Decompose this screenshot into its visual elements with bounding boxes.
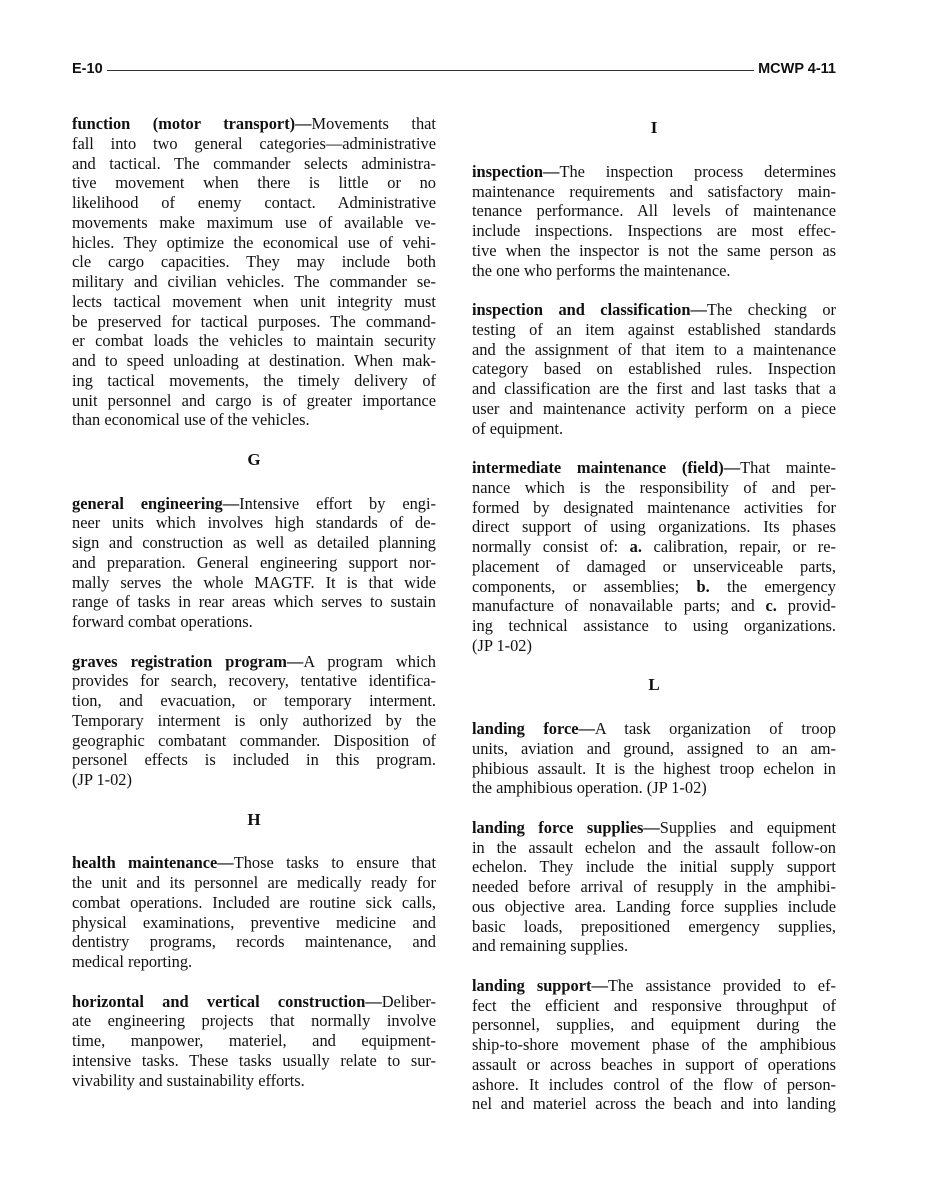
entry-line bbox=[472, 300, 836, 320]
entry-line bbox=[472, 498, 836, 518]
entry-line bbox=[472, 818, 836, 838]
definition-text: and the assignment of that item to a maintenance bbox=[472, 339, 836, 359]
definition-text: unit personnel and cargo is of greater importance bbox=[72, 390, 436, 410]
entry-line bbox=[472, 719, 836, 739]
entry-line bbox=[72, 893, 436, 913]
definition-text: tion, and evacuation, or temporary interment. bbox=[72, 691, 436, 710]
definition-text: placement of damaged or unserviceable parts, bbox=[472, 556, 836, 576]
entry-line bbox=[472, 359, 836, 379]
entry-line bbox=[72, 173, 436, 193]
definition-text: likelihood of enemy contact. Administrative bbox=[72, 193, 436, 212]
entry-line bbox=[72, 731, 436, 751]
entry-line bbox=[472, 320, 836, 340]
definition-text: provid- bbox=[776, 596, 836, 616]
definition-text: medical reporting. bbox=[72, 952, 193, 971]
definition-text: The inspection process determines bbox=[559, 161, 836, 181]
glossary-term: inspection and classification— bbox=[472, 300, 707, 319]
glossary-entry bbox=[72, 853, 436, 972]
definition-text: Supplies and equipment bbox=[659, 817, 836, 837]
definition-text: hicles. They optimize the economical use of vehi- bbox=[72, 232, 436, 252]
entry-line bbox=[472, 616, 836, 636]
entry-line bbox=[472, 201, 836, 221]
entry-line bbox=[472, 877, 836, 897]
definition-text: neer units which involves high standards of de- bbox=[72, 513, 436, 533]
entry-line bbox=[72, 154, 436, 174]
entry-line bbox=[472, 759, 836, 779]
definition-text: category based on established rules. Inspection bbox=[472, 359, 836, 379]
definition-text: the amphibious operation. (JP 1-02) bbox=[472, 778, 707, 798]
definition-text: cle cargo capacities. They may include both bbox=[72, 252, 436, 272]
definition-text: A program which bbox=[303, 651, 436, 671]
definition-text: lects tactical movement when unit integrity must bbox=[72, 291, 436, 311]
entry-line bbox=[72, 553, 436, 573]
entry-line bbox=[72, 671, 436, 691]
definition-text: Intensive effort by engi- bbox=[239, 493, 436, 513]
definition-text: and to speed unloading at destination. When mak- bbox=[72, 351, 436, 370]
definition-text: geographic combatant commander. Disposition of bbox=[72, 730, 436, 750]
definition-text: ing technical assistance to using organizations. bbox=[472, 616, 836, 635]
glossary-term: intermediate maintenance (field)— bbox=[472, 458, 741, 477]
glossary-term: inspection— bbox=[472, 161, 560, 181]
entry-line bbox=[72, 1011, 436, 1031]
definition-text: forward combat operations. bbox=[72, 612, 253, 631]
entry-line bbox=[72, 652, 436, 672]
left-column bbox=[72, 114, 436, 1110]
entry-line bbox=[72, 193, 436, 213]
section-letter-heading: G bbox=[247, 449, 261, 469]
entry-line bbox=[72, 494, 436, 514]
entry-line bbox=[72, 750, 436, 770]
entry-line bbox=[72, 691, 436, 711]
definition-text: than economical use of the vehicles. bbox=[72, 410, 310, 430]
glossary-term: function (motor transport)— bbox=[72, 114, 312, 133]
entry-line bbox=[472, 1075, 836, 1095]
entry-line bbox=[72, 391, 436, 411]
definition-text: of equipment. bbox=[472, 418, 564, 438]
enumeration-label: a. bbox=[629, 537, 642, 556]
definition-text: and classification are the first and last tasks that a bbox=[472, 379, 836, 398]
definition-text: nel and materiel across the beach and into landing bbox=[472, 1094, 836, 1114]
entry-line bbox=[72, 331, 436, 351]
definition-text: provides for search, recovery, tentative identifica- bbox=[72, 671, 436, 691]
definition-text: and tactical. The commander selects administra- bbox=[72, 153, 436, 173]
entry-line bbox=[72, 272, 436, 292]
entry-line bbox=[472, 182, 836, 202]
entry-line bbox=[472, 936, 836, 956]
glossary-entry bbox=[472, 162, 836, 281]
glossary-entry bbox=[72, 114, 436, 430]
entry-line bbox=[472, 596, 836, 616]
entry-line bbox=[72, 1051, 436, 1071]
entry-line bbox=[472, 636, 836, 656]
definition-text: ship-to-shore movement phase of the amphibious bbox=[472, 1035, 836, 1054]
definition-text: tive when the inspector is not the same person as bbox=[472, 240, 836, 260]
definition-text: ashore. It includes control of the flow of person- bbox=[472, 1074, 836, 1094]
glossary-entry bbox=[472, 719, 836, 798]
definition-text: Deliber- bbox=[381, 991, 436, 1011]
definition-text: nance which is the responsibility of and per- bbox=[472, 477, 836, 497]
entry-line bbox=[472, 838, 836, 858]
definition-text: The checking or bbox=[706, 300, 836, 319]
definition-text: The assistance provided to ef- bbox=[607, 975, 836, 995]
definition-text: (JP 1-02) bbox=[472, 635, 532, 655]
enumeration-label: c. bbox=[765, 596, 777, 616]
glossary-term: graves registration program— bbox=[72, 651, 304, 671]
entry-line bbox=[72, 371, 436, 391]
glossary-entry bbox=[72, 992, 436, 1091]
entry-line bbox=[72, 913, 436, 933]
entry-line bbox=[472, 1035, 836, 1055]
entry-line bbox=[72, 410, 436, 430]
entry-line bbox=[72, 592, 436, 612]
glossary-entry bbox=[72, 494, 436, 632]
entry-line bbox=[472, 739, 836, 759]
definition-text: the unit and its personnel are medically ready for bbox=[72, 873, 436, 892]
definition-text: basic loads, prepositioned emergency supplies, bbox=[472, 916, 836, 936]
glossary-entry bbox=[472, 458, 836, 656]
definition-text: vivability and sustainability efforts. bbox=[72, 1070, 305, 1090]
publication-id: MCWP 4-11 bbox=[758, 61, 836, 77]
definition-text: needed before arrival of resupply in the amphibi- bbox=[472, 877, 836, 896]
definition-text: include inspections. Inspections are most effec- bbox=[472, 221, 836, 240]
definition-text: ate engineering projects that normally involve bbox=[72, 1011, 436, 1031]
entry-line bbox=[72, 312, 436, 332]
entry-line bbox=[72, 770, 436, 790]
section-letter-heading: H bbox=[247, 809, 261, 829]
entry-line bbox=[472, 221, 836, 241]
entry-line bbox=[72, 952, 436, 972]
definition-text: dentistry programs, records maintenance, and bbox=[72, 932, 436, 952]
entry-line bbox=[472, 537, 836, 557]
entry-line bbox=[72, 351, 436, 371]
definition-text: echelon. They include the initial supply support bbox=[472, 857, 836, 877]
glossary-entry bbox=[472, 300, 836, 438]
glossary-term: horizontal and vertical construction— bbox=[72, 991, 382, 1011]
entry-line bbox=[472, 1094, 836, 1114]
entry-line bbox=[72, 711, 436, 731]
entry-line bbox=[472, 1055, 836, 1075]
definition-text: normally consist of: bbox=[472, 537, 630, 556]
entry-line bbox=[472, 340, 836, 360]
glossary-term: health maintenance— bbox=[72, 853, 234, 873]
definition-text: Those tasks to ensure that bbox=[233, 853, 436, 873]
definition-text: user and maintenance activity perform on a piece bbox=[472, 398, 836, 418]
definition-text: A task organization of troop bbox=[594, 719, 836, 738]
entry-line bbox=[472, 458, 836, 478]
entry-line bbox=[472, 976, 836, 996]
definition-text: (JP 1-02) bbox=[72, 770, 132, 789]
definition-text: maintenance requirements and satisfactory main- bbox=[472, 181, 836, 201]
entry-line bbox=[472, 399, 836, 419]
definition-text: manufacture of nonavailable parts; and bbox=[472, 596, 766, 616]
definition-text: personel effects is included in this program. bbox=[72, 750, 436, 770]
glossary-term: landing support— bbox=[472, 975, 608, 995]
definition-text: range of tasks in rear areas which serves to sustain bbox=[72, 592, 436, 612]
glossary-entry bbox=[72, 652, 436, 790]
definition-text: ing tactical movements, the timely delivery of bbox=[72, 370, 436, 390]
entry-line bbox=[72, 873, 436, 893]
definition-text: sign and construction as well as detailed planning bbox=[72, 533, 436, 552]
definition-text: units, aviation and ground, assigned to an am- bbox=[472, 738, 836, 758]
definition-text: tenance performance. All levels of maintenance bbox=[472, 201, 836, 221]
entry-line bbox=[72, 114, 436, 134]
entry-line bbox=[72, 252, 436, 272]
entry-line bbox=[72, 992, 436, 1012]
glossary-term: landing force supplies— bbox=[472, 817, 660, 837]
entry-line bbox=[472, 517, 836, 537]
right-column bbox=[472, 114, 836, 1134]
definition-text: combat operations. Included are routine sick calls, bbox=[72, 892, 436, 912]
entry-line bbox=[72, 1071, 436, 1091]
entry-line bbox=[472, 996, 836, 1016]
section-letter-heading: L bbox=[648, 675, 660, 695]
definition-text: personnel, supplies, and equipment during the bbox=[472, 1015, 836, 1035]
definition-text: Temporary interment is only authorized by the bbox=[72, 710, 436, 730]
definition-text: movements make maximum use of available ve- bbox=[72, 212, 436, 232]
entry-line bbox=[472, 577, 836, 597]
entry-line bbox=[472, 857, 836, 877]
definition-text: and preparation. General engineering support nor- bbox=[72, 552, 436, 572]
definition-text: assault or across beaches in support of operations bbox=[472, 1054, 836, 1074]
definition-text: direct support of using organizations. Its phases bbox=[472, 517, 836, 537]
glossary-term: landing force— bbox=[472, 719, 595, 738]
entry-line bbox=[472, 557, 836, 577]
entry-line bbox=[72, 292, 436, 312]
glossary-entry bbox=[472, 976, 836, 1114]
glossary-term: general engineering— bbox=[72, 493, 240, 513]
entry-line bbox=[72, 533, 436, 553]
entry-line bbox=[472, 261, 836, 281]
definition-text: components, or assemblies; bbox=[472, 576, 697, 596]
entry-line bbox=[472, 917, 836, 937]
definition-text: in the assault echelon and the assault follow-on bbox=[472, 837, 836, 857]
definition-text: physical examinations, preventive medicine and bbox=[72, 912, 436, 932]
entry-line bbox=[72, 513, 436, 533]
entry-line bbox=[472, 419, 836, 439]
definition-text: the one who performs the maintenance. bbox=[472, 260, 731, 280]
definition-text: be preserved for tactical purposes. The command- bbox=[72, 311, 436, 331]
definition-text: Movements that bbox=[311, 114, 436, 133]
definition-text: and remaining supplies. bbox=[472, 936, 629, 956]
enumeration-label: b. bbox=[696, 576, 710, 596]
definition-text: military and civilian vehicles. The commander se- bbox=[72, 272, 436, 291]
definition-text: time, manpower, materiel, and equipment- bbox=[72, 1031, 436, 1050]
entry-line bbox=[72, 612, 436, 632]
entry-line bbox=[472, 162, 836, 182]
entry-line bbox=[472, 778, 836, 798]
running-header bbox=[72, 59, 836, 79]
entry-line bbox=[472, 897, 836, 917]
definition-text: formed by designated maintenance activities for bbox=[472, 497, 836, 517]
definition-text: intensive tasks. These tasks usually relate to sur- bbox=[72, 1050, 436, 1070]
entry-line bbox=[72, 213, 436, 233]
entry-line bbox=[472, 478, 836, 498]
definition-text: fect the efficient and responsive throughput of bbox=[472, 995, 836, 1015]
glossary-entry bbox=[472, 818, 836, 956]
definition-text: er combat loads the vehicles to maintain security bbox=[72, 331, 436, 351]
definition-text: ous objective area. Landing force supplies include bbox=[472, 896, 836, 916]
definition-text: mally serves the whole MAGTF. It is that wide bbox=[72, 572, 436, 592]
definition-text: the emergency bbox=[709, 576, 836, 596]
entry-line bbox=[72, 1031, 436, 1051]
section-letter-heading: I bbox=[650, 118, 658, 137]
entry-line bbox=[72, 932, 436, 952]
entry-line bbox=[472, 1015, 836, 1035]
definition-text: fall into two general categories—administrative bbox=[72, 133, 436, 153]
entry-line bbox=[72, 573, 436, 593]
entry-line bbox=[72, 853, 436, 873]
definition-text: testing of an item against established standards bbox=[472, 319, 836, 339]
entry-line bbox=[472, 241, 836, 261]
entry-line bbox=[72, 233, 436, 253]
definition-text: phibious assault. It is the highest troop echelon in bbox=[472, 758, 836, 778]
page-number: E-10 bbox=[72, 61, 103, 77]
definition-text: That mainte- bbox=[740, 458, 836, 477]
definition-text: calibration, repair, or re- bbox=[641, 537, 836, 556]
definition-text: tive movement when there is little or no bbox=[72, 173, 436, 193]
entry-line bbox=[72, 134, 436, 154]
entry-line bbox=[472, 379, 836, 399]
header-rule bbox=[107, 70, 754, 71]
